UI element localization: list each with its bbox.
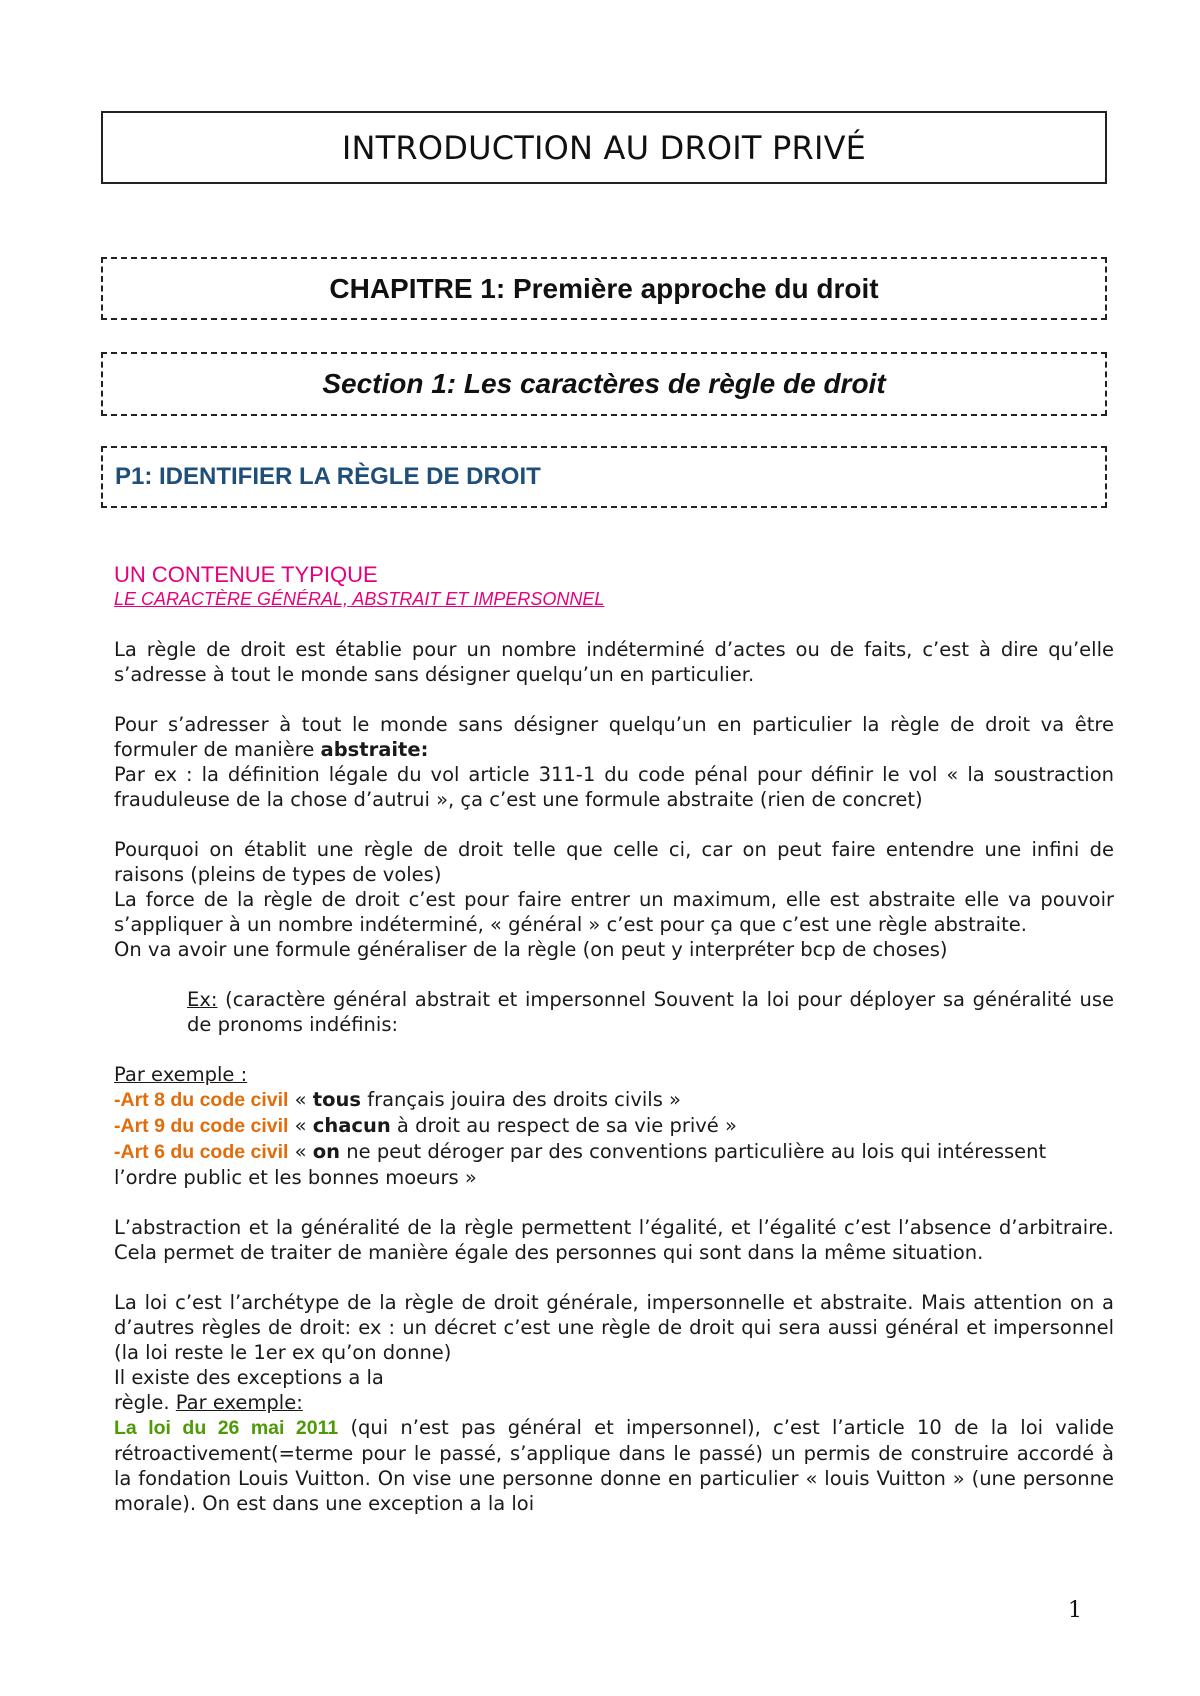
- article-keyword: chacun: [312, 1114, 391, 1137]
- paragraph-3-line-3: On va avoir une formule généraliser de la règle (on peut y interpréter bcp de choses): [114, 938, 948, 961]
- par-exemple-inline: Par exemple:: [175, 1391, 303, 1414]
- article-ref: -Art 6 du code civil: [114, 1141, 289, 1163]
- loi-paragraph: [114, 1415, 1114, 1516]
- chapter-title: CHAPITRE 1: Première approche du droit: [329, 272, 879, 304]
- paragraph-1: La règle de droit est établie pour un nombre indéterminé d’actes ou de faits, c’est à dire qu’elle s’adresse à tout le monde sans désigner quelqu’un en particulier.: [114, 638, 1114, 686]
- section-title: Section 1: Les caractères de règle de droit: [322, 368, 886, 399]
- example-paragraph: [114, 987, 1114, 1037]
- main-title-box: [101, 111, 1107, 184]
- article-keyword: tous: [312, 1088, 361, 1111]
- article-item: [114, 1139, 1114, 1190]
- main-title: INTRODUCTION AU DROIT PRIVÉ: [341, 128, 867, 167]
- paragraph-6-line-2: [114, 1390, 1114, 1415]
- example-text: (caractère général abstrait et impersonnel Souvent la loi pour déployer sa généralité use de pronoms indéfinis:: [187, 988, 1114, 1036]
- article-text: ne peut déroger par des conventions particulière au lois qui intéressent l’ordre public et les bonnes moeurs »: [114, 1140, 1047, 1189]
- chapter-title-box: [101, 257, 1107, 320]
- article-ref: -Art 9 du code civil: [114, 1115, 289, 1137]
- par-exemple-label: Par exemple :: [114, 1063, 248, 1086]
- article-item: [114, 1087, 1114, 1113]
- abstraite-bold: abstraite:: [320, 738, 429, 761]
- paragraph-3-line-2: La force de la règle de droit c’est pour faire entrer un maximum, elle est abstraite elle va pouvoir s’appliquer à un nombre indéterminé, « général » c’est pour ça que c’est une règle abstraite.: [114, 888, 1114, 936]
- part-title: P1: IDENTIFIER LA RÈGLE DE DROIT: [115, 463, 541, 490]
- article-text: français jouira des droits civils »: [361, 1088, 681, 1111]
- part-title-box: [101, 446, 1107, 508]
- article-quote-open: «: [288, 1140, 313, 1163]
- example-label: Ex:: [187, 988, 218, 1011]
- article-ref: -Art 8 du code civil: [114, 1089, 289, 1111]
- article-quote-open: «: [288, 1088, 313, 1111]
- page-number: 1: [1068, 1598, 1082, 1623]
- paragraph-2: [114, 712, 1114, 762]
- article-quote-open: «: [288, 1114, 313, 1137]
- loi-reference: La loi du 26 mai 2011: [114, 1417, 339, 1439]
- paragraph-4: L’abstraction et la généralité de la règle permettent l’égalité, et l’égalité c’est l’absence d’arbitraire. Cela permet de traiter de manière égale des personnes qui sont dans la même situation.: [114, 1216, 1114, 1264]
- article-text: à droit au respect de sa vie privé »: [390, 1114, 737, 1137]
- paragraph-2-example: Par ex : la définition légale du vol article 311-1 du code pénal pour définir le vol « la soustraction frauduleuse de la chose d’autrui », ça c’est une formule abstraite (rien de concret): [114, 763, 1114, 811]
- document-body: [114, 562, 1114, 1516]
- loi-text: (qui n’est pas général et impersonnel), c’est l’article 10 de la loi valide rétroactivement(=terme pour le passé, s’applique dans le passé) un permis de construire accordé à la fondation Louis Vuitton. On vise une personne donne en particulier « louis Vuitton » (une personne morale). On est dans une exception a la loi: [114, 1416, 1114, 1515]
- paragraph-3-line-1: Pourquoi on établit une règle de droit telle que celle ci, car on peut faire entendre une infini de raisons (pleins de types de voles): [114, 838, 1114, 886]
- section-title-box: [101, 352, 1107, 416]
- paragraph-2-text: Pour s’adresser à tout le monde sans désigner quelqu’un en particulier la règle de droit va être formuler de manière: [114, 713, 1114, 761]
- paragraph-6-line-1: Il existe des exceptions a la: [114, 1366, 384, 1389]
- body-heading: UN CONTENUE TYPIQUE: [114, 562, 378, 587]
- paragraph-5: La loi c’est l’archétype de la règle de droit générale, impersonnelle et abstraite. Mais attention on a d’autres règles de droit: ex : un décret c’est une règle de droit qui sera aussi général et impersonnel (la loi reste le 1er ex qu’on donne): [114, 1291, 1114, 1364]
- body-subheading: LE CARACTÈRE GÉNÉRAL, ABSTRAIT ET IMPERSONNEL: [114, 589, 605, 609]
- paragraph-6-text: règle.: [114, 1391, 176, 1414]
- article-item: [114, 1113, 1114, 1139]
- article-keyword: on: [312, 1140, 341, 1163]
